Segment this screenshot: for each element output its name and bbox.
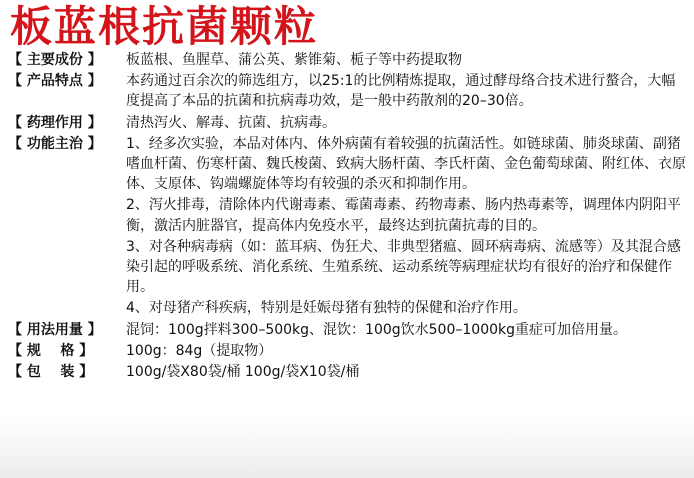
ingredients-text: 板蓝根、鱼腥草、蒲公英、紫锥菊、栀子等中药提取物	[126, 52, 462, 68]
features-text: 本药通过百余次的筛选组方，以25:1的比例精炼提取，通过酵母络合技术进行螯合，大幅度提高了本品的抗菌和抗病毒功效，是一般中药散剂的20–30倍。	[126, 73, 676, 110]
text-spec	[126, 341, 688, 361]
row-packaging	[8, 362, 688, 382]
label-spec: 【 规 格 】	[8, 342, 94, 359]
footer-shading	[0, 418, 694, 478]
row-ingredients	[8, 50, 688, 70]
label-dosage: 【 用法用量 】	[8, 321, 102, 338]
label-packaging: 【 包 装 】	[8, 364, 94, 381]
row-features	[8, 71, 688, 111]
text-indications	[126, 134, 688, 319]
packaging-text: 100g/袋X80袋/桶 100g/袋X10袋/桶	[126, 364, 360, 381]
text-pharmacology	[126, 113, 688, 133]
product-info	[8, 50, 688, 383]
row-dosage	[8, 320, 688, 340]
text-ingredients	[126, 50, 688, 70]
dosage-text: 混饲：100g拌料300–500kg、混饮：100g饮水500–1000kg重症可加倍用量。	[126, 321, 627, 338]
text-dosage	[126, 320, 688, 340]
pharmacology-text: 清热泻火、解毒、抗菌、抗病毒。	[126, 114, 336, 131]
indication-paragraph-3: 3、对各种病毒病（如：蓝耳病、伪狂犬、非典型猪瘟、圆环病毒病、流感等）及其混合感染引起的呼吸系统、消化系统、生殖系统、运动系统等病理症状均有很好的治疗和保健作用。	[126, 238, 681, 296]
indication-paragraph-2: 2、泻火排毒，清除体内代谢毒素、霉菌毒素、药物毒素、肠内热毒素等，调理体内阴阳平衡，激活内脏器官，提高体内免疫水平，最终达到抗菌抗毒的目的。	[126, 197, 681, 234]
label-ingredients: 【 主要成份 】	[8, 52, 102, 68]
product-title: 板蓝根抗菌颗粒	[10, 2, 319, 51]
label-indications: 【 功能主治 】	[8, 135, 102, 152]
indication-paragraph-4: 4、对母猪产科疾病，特别是妊娠母猪有独特的保健和治疗作用。	[126, 300, 527, 317]
row-pharmacology	[8, 113, 688, 133]
indication-paragraph-1: 1、经多次实验，本品对体内、体外病菌有着较强的抗菌活性。如链球菌、肺炎球菌、副猪嗜血杆菌、伤寒杆菌、魏氏梭菌、致病大肠杆菌、李氏杆菌、金色葡萄球菌、附红体、衣原体、支原体、钩端螺旋体等均有较强的杀灭和抑制作用。	[126, 135, 686, 193]
text-features	[126, 71, 688, 111]
label-pharmacology: 【 药理作用 】	[8, 114, 102, 131]
spec-text: 100g：84g（提取物）	[126, 342, 273, 359]
text-packaging	[126, 362, 688, 382]
row-spec	[8, 341, 688, 361]
label-features: 【 产品特点 】	[8, 73, 102, 90]
row-indications	[8, 134, 688, 319]
